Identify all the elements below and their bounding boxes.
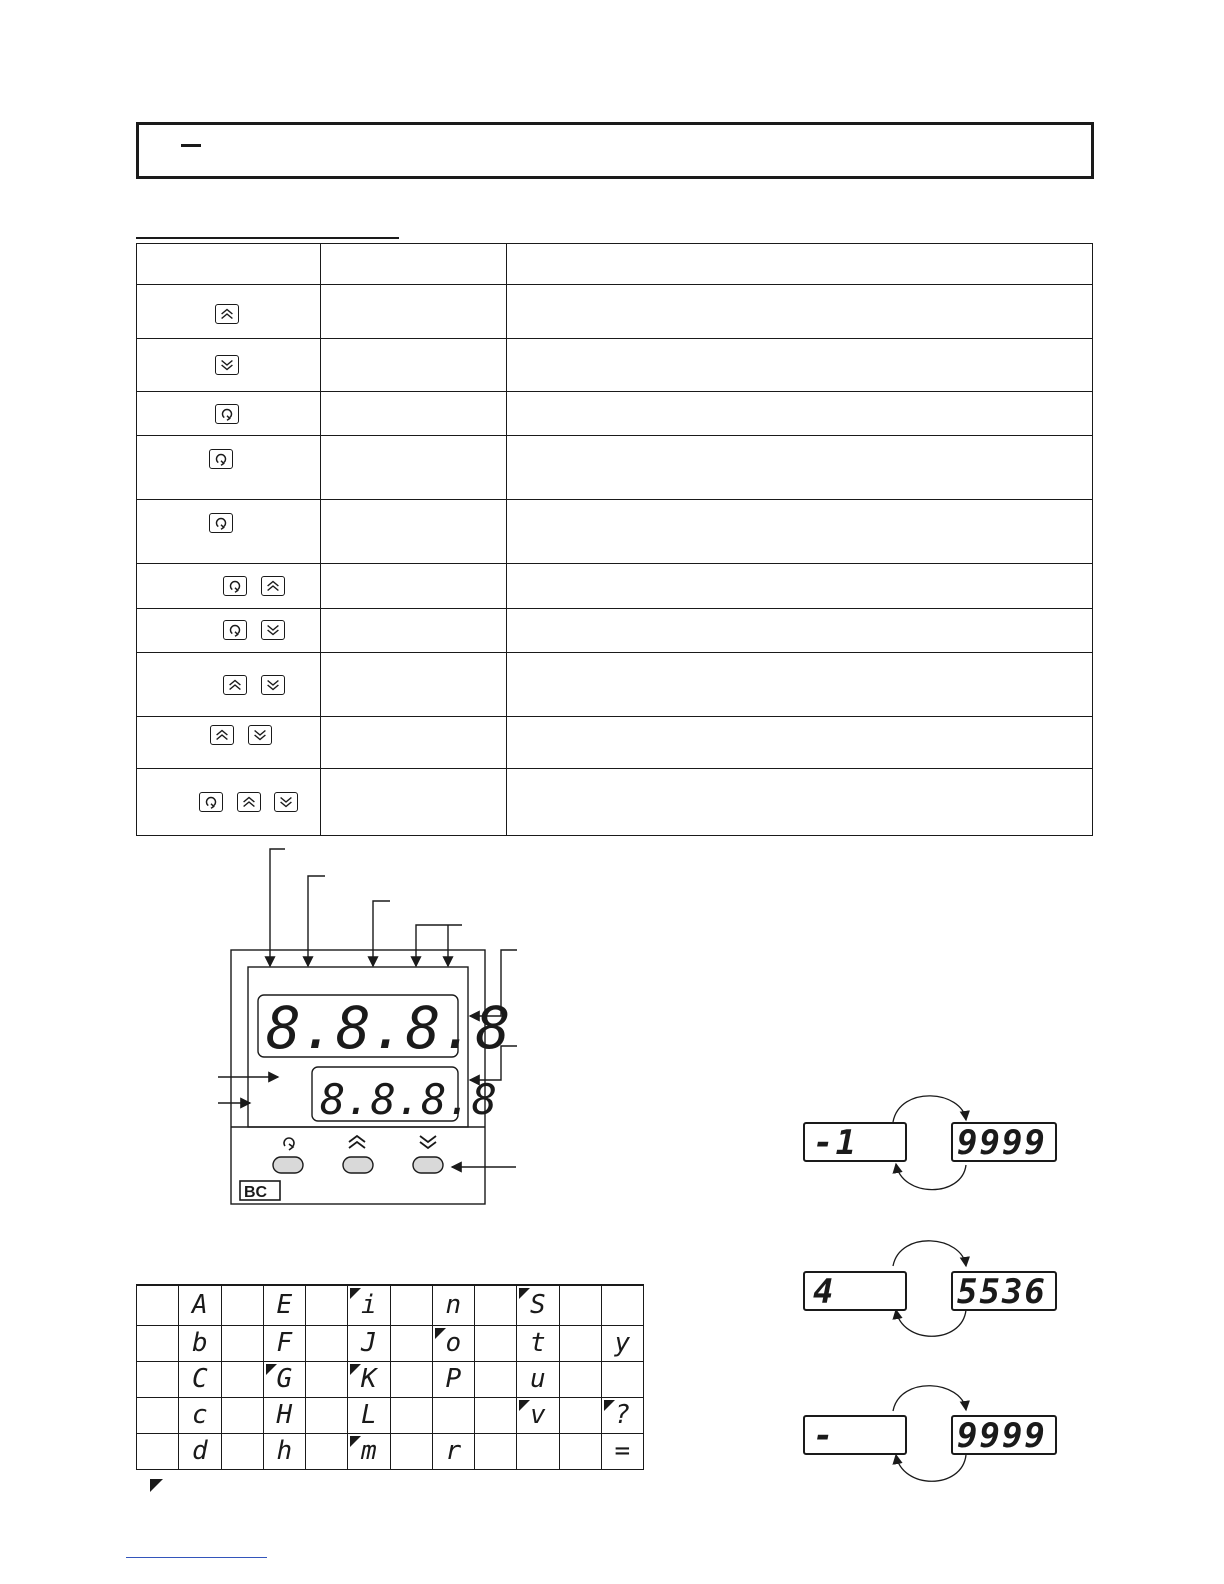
char-glyph: L: [361, 1400, 377, 1430]
char-label-cell: [559, 1397, 601, 1433]
char-label-cell: [306, 1285, 348, 1325]
upper-display-digits: 8.8.8.8: [266, 994, 511, 1062]
table-row: [137, 717, 1093, 769]
row-description: [507, 392, 1093, 436]
up-icon: [210, 725, 234, 745]
row-function: [321, 392, 507, 436]
char-table-row: [137, 1325, 644, 1361]
up-icon: [215, 304, 239, 324]
mode-icon: [209, 449, 233, 469]
char-glyph: =: [614, 1436, 631, 1466]
char-glyph-cell: [432, 1325, 474, 1361]
char-label-cell: [137, 1325, 179, 1361]
row-function: [321, 564, 507, 609]
char-label-cell: [475, 1325, 517, 1361]
mode-icon: [223, 576, 247, 596]
title-box: [136, 122, 1094, 179]
char-glyph-cell: [432, 1397, 474, 1433]
char-glyph-cell: [348, 1433, 390, 1469]
triangle-marker-icon: [266, 1364, 277, 1375]
triangle-marker-icon: [435, 1328, 446, 1339]
char-glyph: u: [530, 1364, 546, 1394]
row-function: [321, 769, 507, 836]
down-icon: [261, 620, 285, 640]
char-glyph-cell: [432, 1285, 474, 1325]
table-row: [137, 653, 1093, 717]
char-glyph: o: [445, 1328, 462, 1358]
up-icon: [261, 576, 285, 596]
triangle-marker-icon: [604, 1400, 615, 1411]
triangle-marker-icon: [519, 1400, 530, 1411]
table-row: [137, 436, 1093, 500]
range-left-display: -1: [803, 1122, 907, 1162]
char-label-cell: [475, 1397, 517, 1433]
row-description: [507, 339, 1093, 392]
row-function: [321, 339, 507, 392]
char-label-cell: [559, 1285, 601, 1325]
char-label-cell: [137, 1361, 179, 1397]
range-right-display: 9999: [951, 1415, 1057, 1455]
row-function: [321, 500, 507, 564]
row-description: [507, 609, 1093, 653]
char-glyph-cell: [517, 1361, 559, 1397]
char-glyph: c: [192, 1400, 208, 1430]
panel-down-icon: [420, 1136, 436, 1142]
title-dash: [181, 144, 201, 147]
up-icon: [223, 675, 247, 695]
char-label-cell: [221, 1433, 263, 1469]
mode-icon: [199, 792, 223, 812]
panel-down-button: [413, 1157, 443, 1173]
char-label-cell: [390, 1285, 432, 1325]
char-glyph: E: [276, 1290, 293, 1321]
char-glyph: J: [361, 1328, 377, 1358]
char-glyph-cell: [263, 1361, 305, 1397]
row-description: [507, 564, 1093, 609]
char-label-cell: [390, 1397, 432, 1433]
char-glyph-cell: [348, 1285, 390, 1325]
char-label-cell: [137, 1285, 179, 1325]
table-row: [137, 500, 1093, 564]
char-label-cell: [306, 1433, 348, 1469]
char-glyph: ?: [614, 1400, 631, 1430]
char-label-cell: [221, 1361, 263, 1397]
char-glyph: t: [530, 1328, 546, 1358]
table-row: [137, 392, 1093, 436]
char-table-row: [137, 1397, 644, 1433]
brand-logo-text: BC: [244, 1184, 268, 1201]
char-glyph: C: [192, 1364, 208, 1394]
char-glyph-cell: [517, 1325, 559, 1361]
char-glyph: i: [361, 1290, 377, 1321]
table-row: [137, 769, 1093, 836]
table-row: [137, 609, 1093, 653]
char-glyph: r: [445, 1436, 462, 1466]
row-description: [507, 653, 1093, 717]
range-displays: [780, 1090, 1080, 1510]
header-function: [321, 244, 507, 285]
lower-display-digits: 8.8.8.8: [320, 1075, 498, 1124]
char-glyph-cell: [517, 1433, 559, 1469]
up-icon: [237, 792, 261, 812]
down-icon: [261, 675, 285, 695]
char-glyph: d: [192, 1436, 208, 1466]
table-row: [137, 339, 1093, 392]
triangle-marker-icon: [519, 1288, 530, 1299]
char-glyph-cell: [179, 1325, 221, 1361]
panel-mode-button: [273, 1157, 303, 1173]
row-description: [507, 769, 1093, 836]
char-glyph: n: [445, 1290, 462, 1321]
down-icon: [248, 725, 272, 745]
char-glyph-cell: [179, 1397, 221, 1433]
row-function: [321, 609, 507, 653]
table-row: [137, 285, 1093, 339]
char-glyph: H: [276, 1400, 293, 1430]
char-label-cell: [137, 1433, 179, 1469]
char-label-cell: [475, 1433, 517, 1469]
char-table-row: [137, 1433, 644, 1469]
char-glyph-cell: [601, 1285, 643, 1325]
row-description: [507, 717, 1093, 769]
char-glyph-cell: [517, 1285, 559, 1325]
row-function: [321, 285, 507, 339]
char-glyph: A: [192, 1290, 208, 1321]
section-underline: [136, 237, 399, 239]
char-glyph-cell: [263, 1397, 305, 1433]
char-label-cell: [221, 1285, 263, 1325]
char-glyph: K: [361, 1364, 377, 1394]
triangle-marker-icon: [350, 1436, 361, 1447]
char-table-row: [137, 1285, 644, 1325]
char-glyph: v: [530, 1400, 546, 1430]
char-glyph-cell: [348, 1397, 390, 1433]
char-glyph: P: [445, 1364, 462, 1394]
header-description: [507, 244, 1093, 285]
mode-icon: [215, 404, 239, 424]
header-key: [137, 244, 321, 285]
range-right-display: 5536: [951, 1271, 1057, 1311]
char-glyph: m: [361, 1436, 377, 1466]
char-glyph-cell: [348, 1325, 390, 1361]
char-glyph-cell: [348, 1361, 390, 1397]
char-label-cell: [306, 1361, 348, 1397]
triangle-marker-icon: [350, 1288, 361, 1299]
char-label-cell: [137, 1397, 179, 1433]
row-description: [507, 436, 1093, 500]
row-function: [321, 653, 507, 717]
range-left-display: 4: [803, 1271, 907, 1311]
char-glyph: h: [276, 1436, 293, 1466]
char-label-cell: [221, 1397, 263, 1433]
char-glyph: y: [614, 1328, 631, 1358]
char-glyph-cell: [263, 1285, 305, 1325]
char-label-cell: [559, 1325, 601, 1361]
char-glyph: b: [192, 1328, 208, 1358]
char-label-cell: [221, 1325, 263, 1361]
table-row: [137, 564, 1093, 609]
row-function: [321, 717, 507, 769]
char-glyph-cell: [179, 1361, 221, 1397]
char-table-row: [137, 1361, 644, 1397]
row-description: [507, 285, 1093, 339]
char-glyph-cell: [601, 1361, 643, 1397]
char-glyph-cell: [179, 1285, 221, 1325]
range-right-display: 9999: [951, 1122, 1057, 1162]
row-function: [321, 436, 507, 500]
char-glyph-cell: [179, 1433, 221, 1469]
char-glyph-cell: [517, 1397, 559, 1433]
char-label-cell: [475, 1285, 517, 1325]
down-icon: [274, 792, 298, 812]
char-glyph: F: [276, 1328, 293, 1358]
char-glyph-cell: [601, 1397, 643, 1433]
footer-link-line[interactable]: [126, 1557, 267, 1558]
mode-icon: [223, 620, 247, 640]
char-label-cell: [475, 1361, 517, 1397]
char-glyph-cell: [263, 1433, 305, 1469]
front-panel-diagram: [150, 840, 550, 1220]
table-header-row: [137, 244, 1093, 285]
char-label-cell: [306, 1325, 348, 1361]
key-operation-table: [136, 243, 1093, 836]
row-description: [507, 500, 1093, 564]
down-icon: [215, 355, 239, 375]
mode-icon: [209, 513, 233, 533]
char-label-cell: [306, 1397, 348, 1433]
triangle-marker-icon: [350, 1364, 361, 1375]
character-table: [136, 1284, 644, 1470]
char-glyph-cell: [601, 1325, 643, 1361]
triangle-marker-icon: [150, 1479, 163, 1492]
char-label-cell: [559, 1433, 601, 1469]
char-glyph-cell: [601, 1433, 643, 1469]
range-left-display: -: [803, 1415, 907, 1455]
char-glyph: G: [276, 1364, 293, 1394]
char-glyph-cell: [263, 1325, 305, 1361]
char-label-cell: [390, 1361, 432, 1397]
char-label-cell: [390, 1325, 432, 1361]
char-label-cell: [559, 1361, 601, 1397]
panel-up-button: [343, 1157, 373, 1173]
char-glyph-cell: [432, 1361, 474, 1397]
char-label-cell: [390, 1433, 432, 1469]
char-glyph: S: [530, 1290, 546, 1321]
char-glyph-cell: [432, 1433, 474, 1469]
